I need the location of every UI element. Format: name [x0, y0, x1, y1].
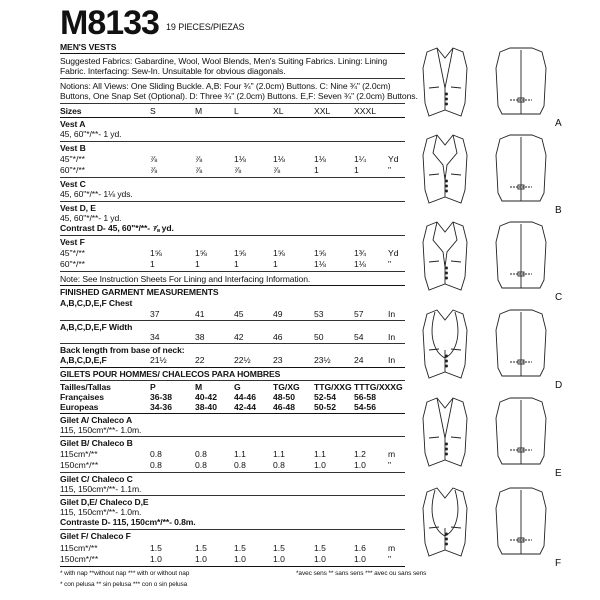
back-unit: In	[388, 355, 396, 365]
vest-de-contrast: Contrast D- 45, 60"*/**- ⅞ yd.	[60, 223, 174, 233]
view-label-d: D	[555, 380, 563, 391]
pattern-number: M8133	[60, 4, 159, 42]
value-4: 1	[273, 259, 278, 269]
back-4: 23	[273, 355, 283, 365]
row-label: 60"*/**	[60, 259, 86, 269]
row-label: 115cm*/**	[60, 543, 98, 553]
chest-1: 37	[150, 309, 160, 319]
vest-c-title: Vest C	[60, 179, 86, 189]
view-label-f: F	[555, 558, 562, 569]
value-5: 1.0	[314, 554, 326, 564]
gilet-b-title: Gilet B/ Chaleco B	[60, 438, 133, 448]
eu-2: 38-40	[195, 402, 217, 412]
value-1: 1⅝	[150, 248, 162, 258]
value-6: 1¾	[354, 248, 366, 258]
chest-6: 57	[354, 309, 364, 319]
chest-3: 45	[234, 309, 244, 319]
back-label: Back length from base of neck:	[60, 345, 185, 355]
value-3: ⅞	[234, 165, 242, 175]
value-4: ⅞	[273, 165, 281, 175]
value-6: 1.2	[354, 449, 366, 459]
vest-a-line: 45, 60"*/**- 1 yd.	[60, 129, 122, 139]
row-label: 150cm*/**	[60, 554, 99, 564]
value-2: 0.8	[195, 460, 207, 470]
value-4: 1.1	[273, 449, 285, 459]
chest-2: 41	[195, 309, 205, 319]
value-1: 1.5	[150, 543, 162, 553]
fr-5: 52-54	[314, 392, 336, 402]
width-2: 38	[195, 332, 205, 342]
gilet-de-contrast: Contraste D- 115, 150cm*/**- 0.8m.	[60, 517, 196, 527]
vest-view-a	[423, 48, 546, 116]
gilet-a-title: Gilet A/ Chaleco A	[60, 415, 133, 425]
fr-4: 48-50	[273, 392, 295, 402]
gilet-de-title: Gilet D,E/ Chaleco D,E	[60, 497, 149, 507]
value-1: 0.8	[150, 460, 162, 470]
chest-4: 49	[273, 309, 283, 319]
vest-a-title: Vest A	[60, 119, 86, 129]
value-3: 1.0	[234, 554, 246, 564]
pieces-count: 19 PIECES/PIEZAS	[166, 22, 245, 32]
vest-view-c	[423, 222, 546, 290]
tailles-label: Tailles/Tallas	[60, 382, 111, 392]
section-title: MEN'S VESTS	[60, 42, 117, 52]
value-5: 1⅛	[314, 259, 326, 269]
value-4: 1.0	[273, 554, 285, 564]
value-4: 1.5	[273, 543, 285, 553]
gilet-c-title: Gilet C/ Chaleco C	[60, 474, 133, 484]
value-5: 1⅛	[314, 154, 326, 164]
gilet-c-line: 115, 150cm*/**- 1.1m.	[60, 484, 142, 494]
fr-6: 56-58	[354, 392, 376, 402]
value-6: 1.0	[354, 460, 366, 470]
value-5: 1⅝	[314, 248, 326, 258]
footer-en: * with nap **without nap *** with or without nap	[60, 570, 190, 577]
taille-2: M	[195, 382, 203, 392]
value-unit: Yd	[388, 248, 399, 258]
width-4: 46	[273, 332, 283, 342]
value-5: 1.0	[314, 460, 326, 470]
value-unit: "	[388, 554, 392, 564]
taille-3: G	[234, 382, 241, 392]
notions-line-2: Buttons, One Snap Set (Optional). D: Three ¾" (2.0cm) Buttons. E,F: Seven ¾" (2.0cm) Buttons.	[60, 91, 418, 101]
value-unit: "	[388, 165, 392, 175]
row-label: 150cm*/**	[60, 460, 99, 470]
chest-5: 53	[314, 309, 324, 319]
vest-de-line: 45, 60"*/**- 1 yd.	[60, 213, 122, 223]
size-2: M	[195, 106, 203, 116]
taille-5: TTG/XXG	[314, 382, 352, 392]
value-2: 1.0	[195, 554, 207, 564]
vest-view-e	[423, 398, 546, 466]
fabrics-line-2: Fabric. Interfacing: Sew-In. Unsuitable for obvious diagonals.	[60, 66, 286, 76]
eu-4: 46-48	[273, 402, 295, 412]
value-unit: "	[388, 259, 392, 269]
gilet-f-title: Gilet F/ Chaleco F	[60, 531, 131, 541]
footer-es: * con pelusa ** sin pelusa *** con o sin pelusa	[60, 581, 188, 588]
footer-fr: *avec sens ** sans sens *** avec ou sans sens	[296, 570, 427, 577]
fabrics-line-1: Suggested Fabrics: Gabardine, Wool, Wool Blends, Men's Suiting Fabrics. Lining: Lining	[60, 56, 388, 66]
vest-f-title: Vest F	[60, 237, 85, 247]
eu-3: 42-44	[234, 402, 256, 412]
back-5: 23½	[314, 355, 331, 365]
finished-title: FINISHED GARMENT MEASUREMENTS	[60, 287, 219, 297]
row-label: 115cm*/**	[60, 449, 98, 459]
width-unit: In	[388, 332, 396, 342]
back-1: 21½	[150, 355, 167, 365]
notions-line-1: Notions: All Views: One Sliding Buckle. A,B: Four ¾" (2.0cm) Buttons. C: Nine ¾" (2.0cm)	[60, 81, 391, 91]
vest-view-b	[423, 135, 546, 203]
width-5: 50	[314, 332, 324, 342]
value-unit: m	[388, 449, 396, 459]
eu-1: 34-36	[150, 402, 172, 412]
value-3: 0.8	[234, 460, 246, 470]
chest-label: A,B,C,D,E,F Chest	[60, 298, 133, 308]
euro-label: Europeas	[60, 402, 99, 412]
value-unit: Yd	[388, 154, 399, 164]
back-3: 22½	[234, 355, 251, 365]
value-6: 1.6	[354, 543, 366, 553]
value-3: 1	[234, 259, 239, 269]
vest-view-d	[423, 310, 546, 378]
value-2: ⅞	[195, 165, 203, 175]
value-1: 1	[150, 259, 155, 269]
width-label: A,B,C,D,E,F Width	[60, 322, 133, 332]
taille-6: TTTG/XXXG	[354, 382, 403, 392]
row-label: 45"*/**	[60, 248, 86, 258]
value-6: 1.0	[354, 554, 366, 564]
value-4: 0.8	[273, 460, 285, 470]
vest-c-line: 45, 60"*/**- 1⅛ yds.	[60, 189, 133, 199]
value-unit: "	[388, 460, 392, 470]
value-6: 1⅛	[354, 259, 366, 269]
value-5: 1.5	[314, 543, 326, 553]
value-2: 1⅝	[195, 248, 207, 258]
value-5: 1	[314, 165, 319, 175]
width-1: 34	[150, 332, 160, 342]
fr-1: 36-38	[150, 392, 172, 402]
row-label: 60"*/**	[60, 165, 86, 175]
width-6: 54	[354, 332, 364, 342]
back-label-2: A,B,C,D,E,F	[60, 355, 107, 365]
value-1: ⅞	[150, 165, 158, 175]
chest-unit: In	[388, 309, 396, 319]
value-3: 1⅝	[234, 248, 246, 258]
size-4: XL	[273, 106, 284, 116]
value-6: 1¼	[354, 154, 366, 164]
vest-drawings	[405, 40, 595, 600]
fr-3: 44-46	[234, 392, 256, 402]
vest-de-title: Vest D, E	[60, 203, 96, 213]
value-2: 1.5	[195, 543, 207, 553]
value-4: 1⅝	[273, 248, 285, 258]
back-6: 24	[354, 355, 364, 365]
vest-b-title: Vest B	[60, 143, 86, 153]
taille-1: P	[150, 382, 156, 392]
back-2: 22	[195, 355, 205, 365]
view-label-e: E	[555, 468, 562, 479]
row-label: 45"*/**	[60, 154, 86, 164]
value-6: 1	[354, 165, 359, 175]
value-3: 1.5	[234, 543, 246, 553]
size-3: L	[234, 106, 239, 116]
gilet-a-line: 115, 150cm*/**- 1.0m.	[60, 425, 142, 435]
value-2: 0.8	[195, 449, 207, 459]
value-2: ⅞	[195, 154, 203, 164]
eu-5: 50-52	[314, 402, 336, 412]
value-1: ⅞	[150, 154, 158, 164]
value-3: 1⅛	[234, 154, 246, 164]
value-2: 1	[195, 259, 200, 269]
value-unit: m	[388, 543, 396, 553]
vest-view-f	[423, 488, 546, 556]
size-1: S	[150, 106, 156, 116]
value-5: 1.1	[314, 449, 326, 459]
fr-2: 40-42	[195, 392, 217, 402]
note: Note: See Instruction Sheets For Lining and Interfacing Information.	[60, 274, 311, 284]
sizes-label: Sizes	[60, 106, 82, 116]
taille-4: TG/XG	[273, 382, 300, 392]
size-5: XXL	[314, 106, 331, 116]
view-label-a: A	[555, 118, 562, 129]
size-6: XXXL	[354, 106, 376, 116]
fran-label: Françaises	[60, 392, 104, 402]
eu-6: 54-56	[354, 402, 376, 412]
view-label-c: C	[555, 292, 563, 303]
gilet-de-line: 115, 150cm*/**- 1.0m.	[60, 507, 142, 517]
fr-title: GILETS POUR HOMMES/ CHALECOS PARA HOMBRES	[60, 369, 281, 379]
width-3: 42	[234, 332, 244, 342]
value-1: 1.0	[150, 554, 162, 564]
value-4: 1⅛	[273, 154, 285, 164]
view-label-b: B	[555, 205, 562, 216]
value-1: 0.8	[150, 449, 162, 459]
value-3: 1.1	[234, 449, 246, 459]
